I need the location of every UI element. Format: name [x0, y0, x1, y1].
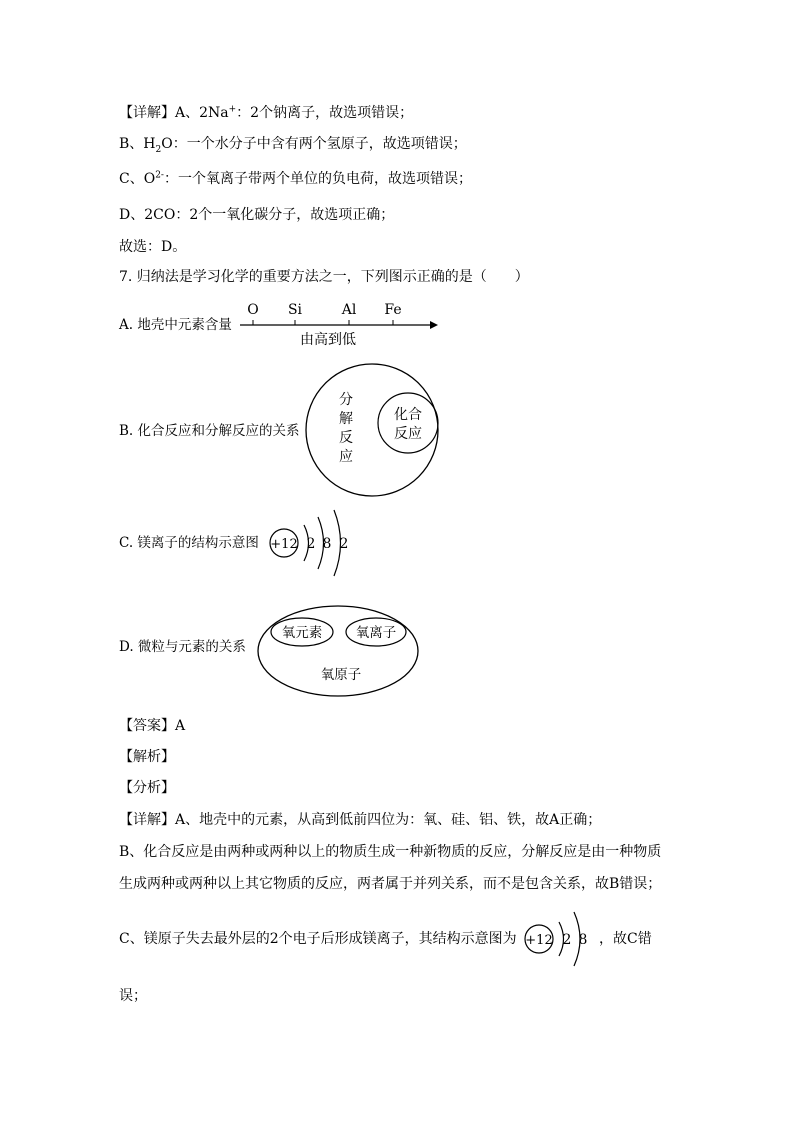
- detail-line-b1: B、化合反应是由两种或两种以上的物质生成一种新物质的反应，分解反应是由一种物质: [119, 844, 662, 860]
- shell-electrons: 2: [339, 536, 349, 552]
- option-a-label: A. 地壳中元素含量: [119, 317, 232, 333]
- outer-char: 反: [339, 430, 353, 446]
- outer-char: 应: [339, 449, 353, 465]
- element-label: O: [247, 302, 259, 318]
- arrow-head: [430, 321, 438, 329]
- option-d-diagram: [256, 604, 422, 698]
- nucleus-charge: +12: [270, 537, 298, 552]
- element-label: Si: [287, 302, 303, 318]
- option-c-diagram: [266, 506, 360, 582]
- outer-char: 分: [339, 392, 353, 408]
- analysis-heading: 【解析】: [119, 749, 175, 765]
- detail-line-a: 【详解】A、地壳中的元素，从高到低前四位为：氧、硅、铝、铁，故A正确；: [119, 812, 602, 828]
- axis-caption: 由高到低: [300, 332, 356, 348]
- inner-circle: [378, 393, 438, 453]
- nucleus-charge: +12: [525, 933, 553, 948]
- explain-line-a: 【详解】A、2Na+：2个钠离子，故选项错误；: [119, 104, 414, 121]
- element-label: Fe: [384, 302, 402, 318]
- option-d-label: D. 微粒与元素的关系: [119, 639, 246, 655]
- explain-line-c: C、$O^{2-}$：一个氧离子带两个单位的负电荷，故选项错误；: [119, 170, 472, 187]
- right-ellipse-text: 氧离子: [355, 625, 397, 641]
- question-7: 7. 归纳法是学习化学的重要方法之一，下列图示正确的是（ ）: [119, 269, 529, 285]
- shell-electrons: 2: [306, 536, 316, 552]
- explain-line-d: D、2CO：2个一氧化碳分子，故选项正确；: [119, 207, 395, 223]
- option-b-label: B. 化合反应和分解反应的关系: [119, 423, 300, 439]
- explain-line-b: B、$H_2O$：一个水分子中含有两个氢原子，故选项错误；: [119, 136, 467, 155]
- inner-text: 化合: [394, 407, 422, 423]
- detail-line-c-end: 误；: [119, 988, 147, 1004]
- shell-electrons: 8: [322, 536, 332, 552]
- option-c-label: C. 镁离子的结构示意图: [119, 535, 259, 551]
- detail-line-b2: 生成两种或两种以上其它物质的反应，两者属于并列关系，而不是包含关系，故B错误；: [119, 876, 662, 892]
- outer-ellipse-text: 氧原子: [320, 667, 362, 683]
- left-ellipse-text: 氧元素: [281, 625, 323, 641]
- option-b-diagram: [304, 362, 444, 500]
- fenxi-heading: 【分析】: [119, 780, 175, 796]
- shell-electrons: 8: [578, 932, 588, 948]
- detail-line-c: C、镁原子失去最外层的2个电子后形成镁离子，其结构示意图为: [119, 931, 517, 947]
- outer-char: 解: [339, 411, 353, 427]
- choose-line: 故选：D。: [119, 239, 187, 255]
- detail-line-c-tail: ，故C错: [599, 931, 652, 947]
- inner-text: 反应: [394, 426, 422, 442]
- shell-electrons: 2: [562, 932, 572, 948]
- mg-ion-diagram: [521, 906, 605, 972]
- answer-line: 【答案】A: [119, 718, 186, 734]
- option-a-diagram: [238, 296, 448, 352]
- element-label: Al: [341, 302, 357, 318]
